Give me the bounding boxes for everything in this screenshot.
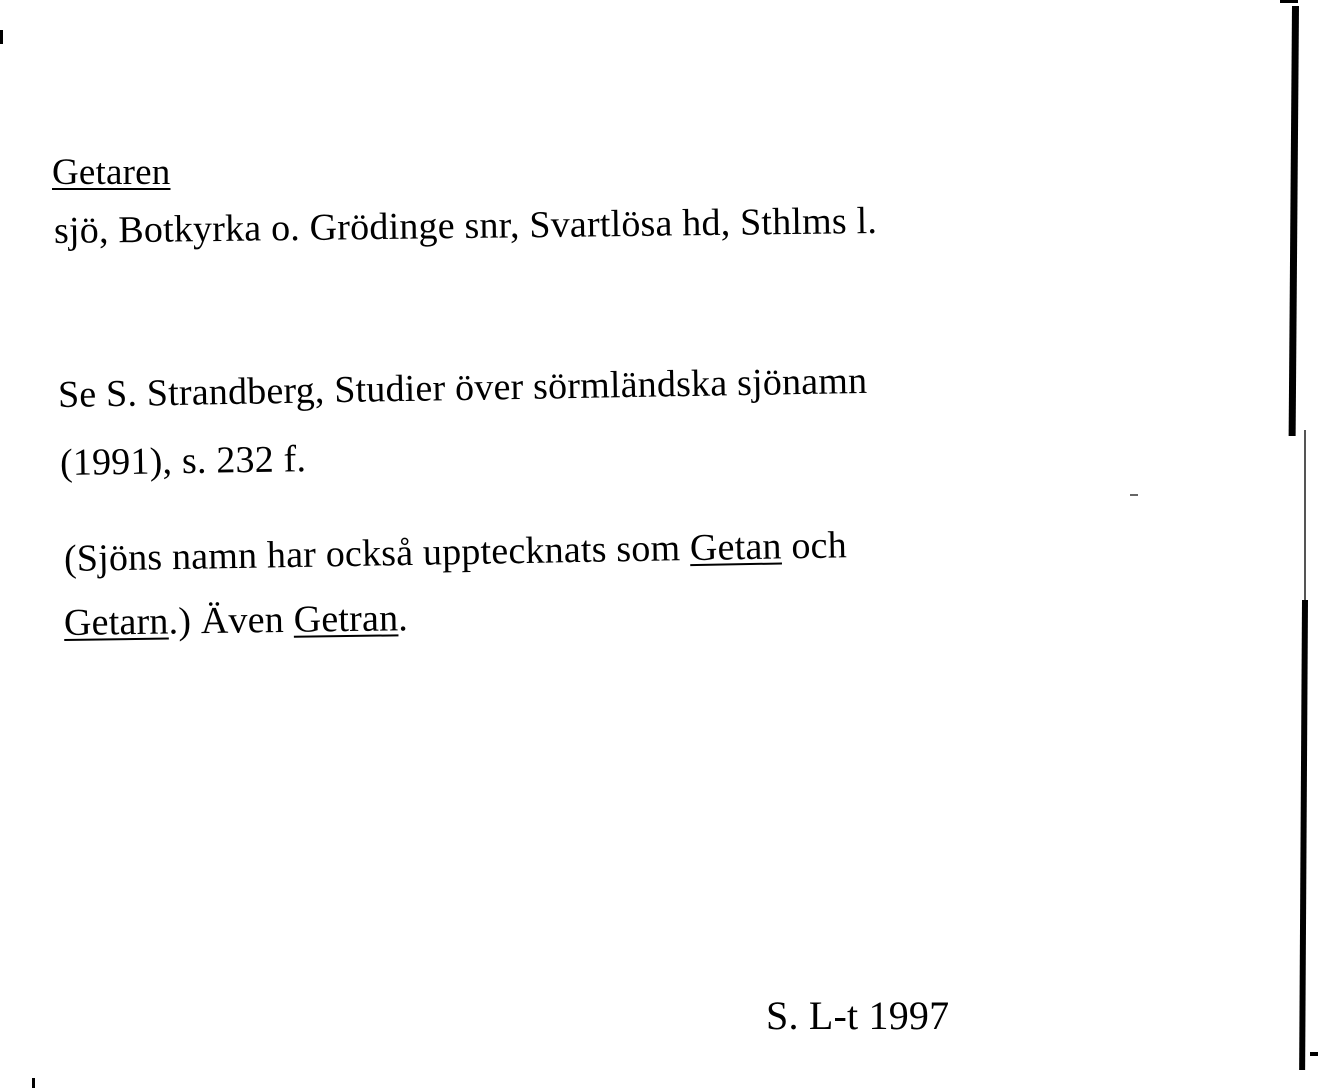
scan-speck bbox=[0, 30, 3, 44]
note-text: . bbox=[397, 597, 409, 640]
name-variant-getarn: Getarn bbox=[63, 600, 169, 644]
note-line-1 bbox=[64, 526, 847, 578]
scan-edge-top bbox=[1280, 0, 1298, 3]
scan-edge-right-middle bbox=[1304, 430, 1306, 600]
note-line-2 bbox=[64, 599, 408, 642]
scan-edge-bottom bbox=[1310, 1052, 1318, 1056]
scan-edge-right-lower bbox=[1299, 600, 1308, 1070]
reference-line-2: (1991), s. 232 f. bbox=[59, 438, 307, 484]
note-text: (Sjöns namn har också upptecknats som bbox=[63, 527, 691, 580]
place-description: sjö, Botkyrka o. Grödinge snr, Svartlösa hd, Sthlms l. bbox=[53, 199, 878, 252]
signature: S. L-t 1997 bbox=[766, 993, 950, 1038]
headword: Getaren bbox=[52, 152, 171, 193]
note-text: .) Även bbox=[168, 598, 294, 643]
name-variant-getan: Getan bbox=[689, 525, 783, 570]
reference-line-1: Se S. Strandberg, Studier över sörmländska sjönamn bbox=[57, 359, 868, 416]
scan-speck bbox=[32, 1078, 35, 1088]
scan-edge-right-upper bbox=[1289, 6, 1299, 436]
note-text: och bbox=[781, 524, 848, 568]
scan-mark bbox=[1130, 494, 1138, 496]
name-variant-getran: Getran bbox=[293, 597, 399, 641]
